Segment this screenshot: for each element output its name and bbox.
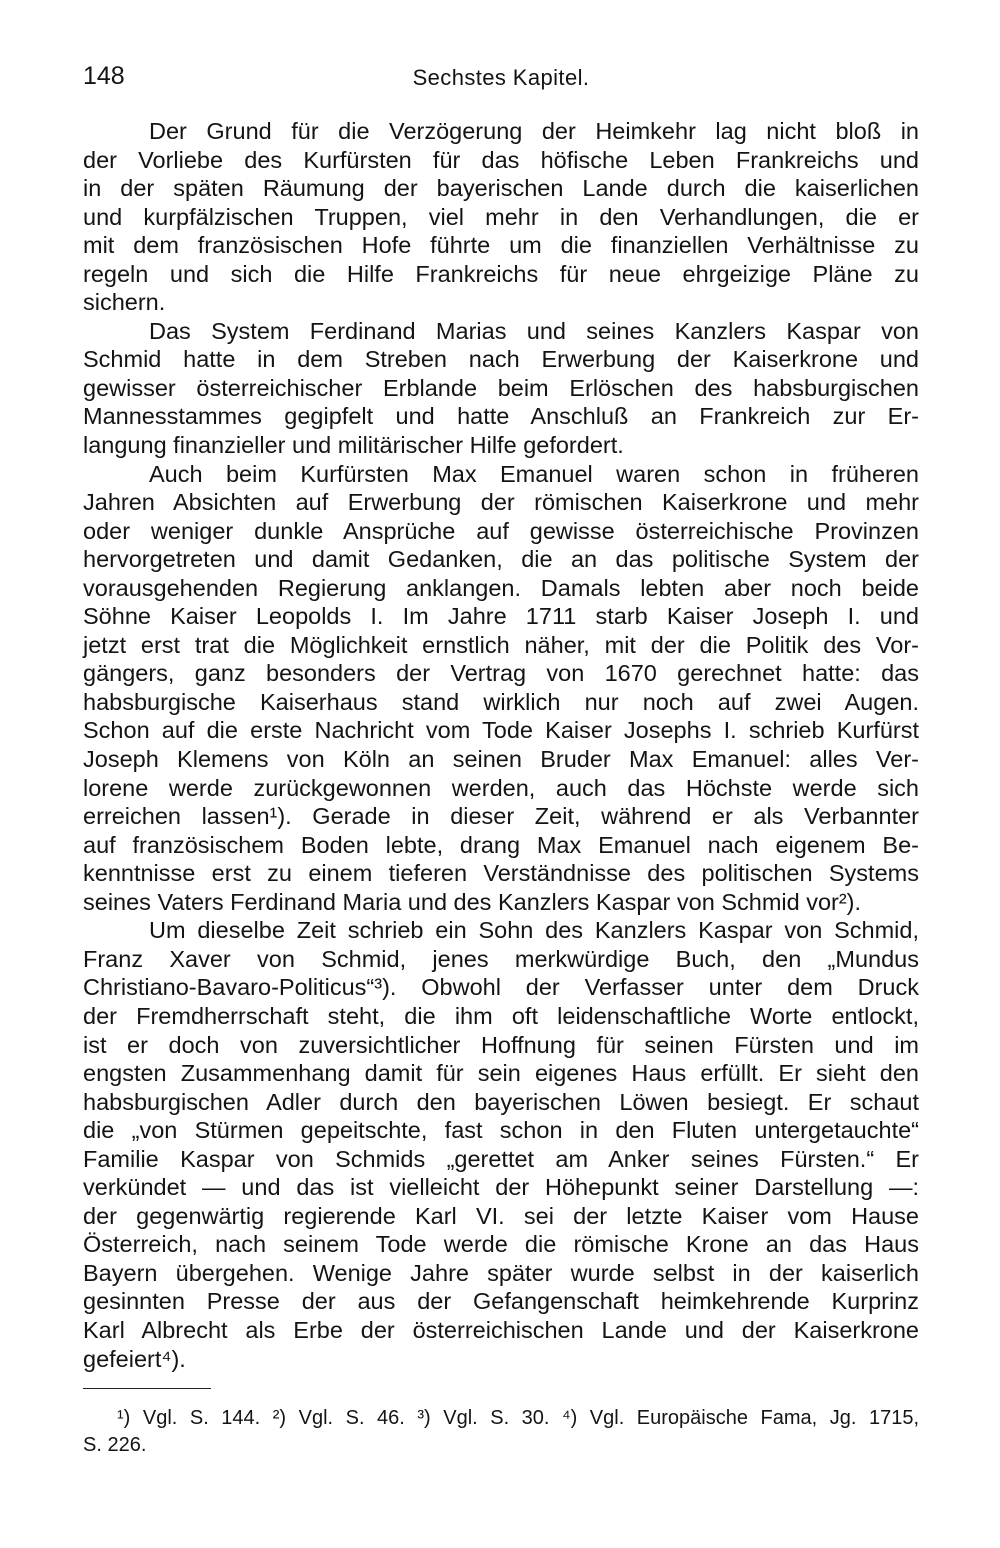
- text-line: gewisser österreichischer Erblande beim Erlöschen des habsburgischen: [83, 374, 919, 401]
- paragraph: [83, 916, 919, 1373]
- text-line: Familie Kaspar von Schmids „gerettet am Anker seines Fürsten.“ Er: [83, 1145, 919, 1172]
- paragraph: [83, 117, 919, 317]
- text-line: vorausgehenden Regierung anklangen. Damals lebten aber noch beide: [83, 574, 919, 601]
- paragraph: [83, 460, 919, 917]
- text-line: auf französischem Boden lebte, drang Max Emanuel nach eigenem Be-: [83, 831, 919, 858]
- text-line: Bayern übergehen. Wenige Jahre später wurde selbst in der kaiserlich: [83, 1259, 919, 1286]
- text-line: Schon auf die erste Nachricht vom Tode Kaiser Josephs I. schrieb Kurfürst: [83, 717, 919, 744]
- text-line: lorene werde zurückgewonnen werden, auch das Höchste werde sich: [83, 774, 919, 801]
- text-line: habsburgischen Adler durch den bayerischen Löwen besiegt. Er schaut: [83, 1088, 919, 1115]
- text-line: Karl Albrecht als Erbe der österreichischen Lande und der Kaiserkrone: [83, 1316, 919, 1343]
- text-line: jetzt erst trat die Möglichkeit ernstlich näher, mit der die Politik des Vor-: [83, 631, 919, 658]
- text-line: regeln und sich die Hilfe Frankreichs für neue ehrgeizige Pläne zu: [83, 260, 919, 287]
- text-line: verkündet — und das ist vielleicht der Höhepunkt seiner Darstellung —:: [83, 1174, 919, 1201]
- text-line: Mannesstammes gegipfelt und hatte Anschluß an Frankreich zur Er-: [83, 403, 919, 430]
- text-line: Jahren Absichten auf Erwerbung der römischen Kaiserkrone und mehr: [83, 489, 919, 516]
- text-line: Franz Xaver von Schmid, jenes merkwürdige Buch, den „Mundus: [83, 945, 919, 972]
- text-line: erreichen lassen¹). Gerade in dieser Zeit, während er als Verbannter: [83, 803, 919, 830]
- text-line: Söhne Kaiser Leopolds I. Im Jahre 1711 starb Kaiser Joseph I. und: [83, 603, 919, 630]
- text-line: Joseph Klemens von Köln an seinen Bruder Max Emanuel: alles Ver-: [83, 746, 919, 773]
- page-header: [83, 60, 919, 100]
- text-line: hervorgetreten und damit Gedanken, die an das politische System der: [83, 546, 919, 573]
- text-line: gängers, ganz besonders der Vertrag von 1670 gerechnet hatte: das: [83, 660, 919, 687]
- text-line: Österreich, nach seinem Tode werde die römische Krone an das Haus: [83, 1231, 919, 1258]
- body-text: [83, 117, 919, 1373]
- text-line: der Fremdherrschaft steht, die ihm oft leidenschaftliche Worte entlockt,: [83, 1002, 919, 1029]
- text-line: Christiano-Bavaro-Politicus“³). Obwohl der Verfasser unter dem Druck: [83, 974, 919, 1001]
- text-line: in der späten Räumung der bayerischen Lande durch die kaiserlichen: [83, 175, 919, 202]
- text-line: gefeiert⁴).: [83, 1345, 186, 1372]
- text-line: die „von Stürmen gepeitschte, fast schon in den Fluten untergetauchte“: [83, 1117, 919, 1144]
- text-line: und kurpfälzischen Truppen, viel mehr in den Verhandlungen, die er: [83, 203, 919, 230]
- text-line: oder weniger dunkle Ansprüche auf gewisse österreichische Provinzen: [83, 517, 919, 544]
- text-line: Das System Ferdinand Marias und seines Kanzlers Kaspar von: [149, 317, 919, 344]
- text-line: der Vorliebe des Kurfürsten für das höfische Leben Frankreichs und: [83, 146, 919, 173]
- text-line: mit dem französischen Hofe führte um die finanziellen Verhältnisse zu: [83, 232, 919, 259]
- page-number: 148: [83, 62, 125, 90]
- text-line: kenntnisse erst zu einem tieferen Verständnisse des politischen Systems: [83, 860, 919, 887]
- text-line: Schmid hatte in dem Streben nach Erwerbung der Kaiserkrone und: [83, 346, 919, 373]
- footnotes: [83, 1405, 919, 1459]
- text-line: habsburgische Kaiserhaus stand wirklich nur noch auf zwei Augen.: [83, 688, 919, 715]
- text-line: Auch beim Kurfürsten Max Emanuel waren schon in früheren: [149, 460, 919, 487]
- running-head: Sechstes Kapitel.: [412, 65, 590, 90]
- paragraph: [83, 317, 919, 460]
- text-line: sichern.: [83, 289, 166, 316]
- footnote-divider: [83, 1388, 211, 1389]
- text-line: ist er doch von zuversichtlicher Hoffnung für seinen Fürsten und im: [83, 1031, 919, 1058]
- footnote-line: ¹) Vgl. S. 144. ²) Vgl. S. 46. ³) Vgl. S. 30. ⁴) Vgl. Europäische Fama, Jg. 1715,: [117, 1407, 919, 1429]
- text-line: Um dieselbe Zeit schrieb ein Sohn des Kanzlers Kaspar von Schmid,: [149, 917, 919, 944]
- text-line: gesinnten Presse der aus der Gefangenschaft heimkehrende Kurprinz: [83, 1288, 919, 1315]
- text-line: Der Grund für die Verzögerung der Heimkehr lag nicht bloß in: [149, 118, 919, 144]
- footnote-line: S. 226.: [83, 1434, 147, 1456]
- text-line: der gegenwärtig regierende Karl VI. sei der letzte Kaiser vom Hause: [83, 1202, 919, 1229]
- text-line: langung finanzieller und militärischer Hilfe gefordert.: [83, 432, 624, 459]
- text-line: engsten Zusammenhang damit für sein eigenes Haus erfüllt. Er sieht den: [83, 1060, 919, 1087]
- text-line: seines Vaters Ferdinand Maria und des Kanzlers Kaspar von Schmid vor²).: [83, 888, 862, 915]
